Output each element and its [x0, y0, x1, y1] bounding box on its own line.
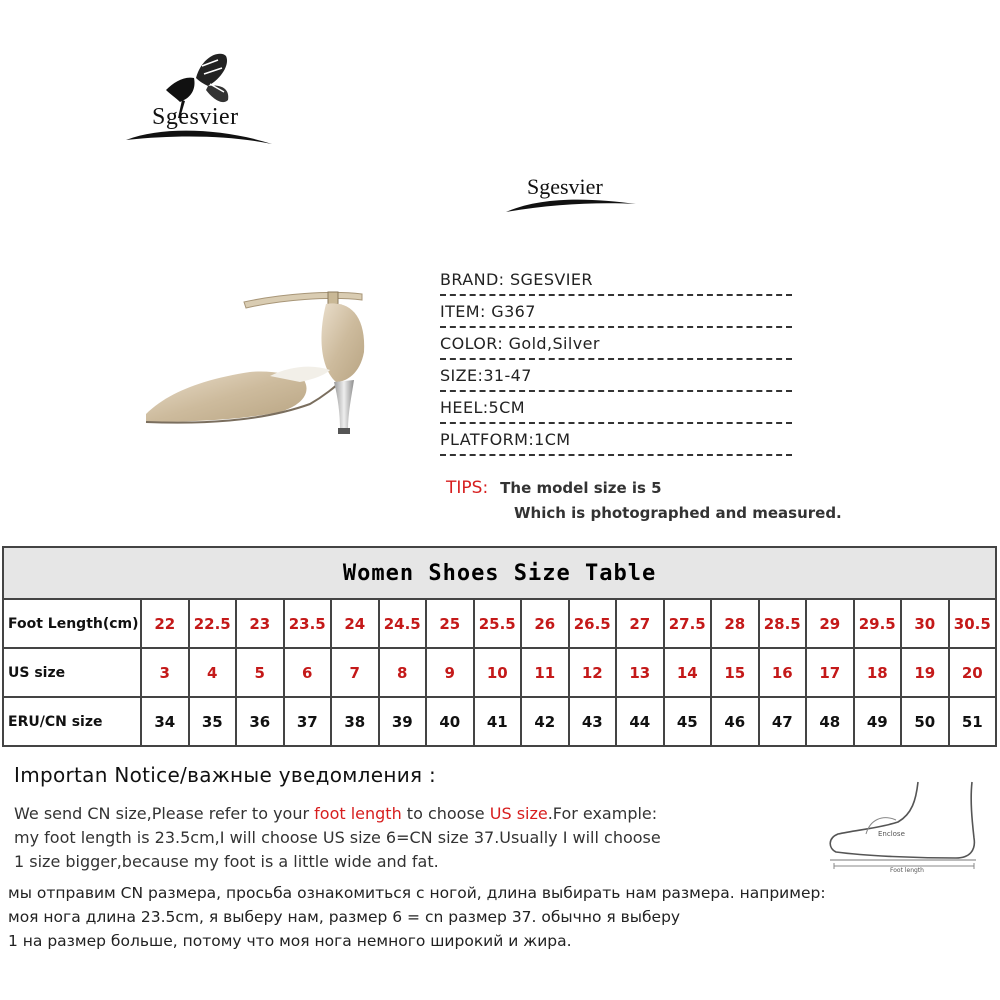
table-cell: 44	[616, 697, 664, 746]
notice-en-line2: my foot length is 23.5cm,I will choose US size 6=CN size 37.Usually I will choose	[14, 828, 661, 847]
notice-ru-line3: 1 на размер больше, потому что моя нога немного широкий и жира.	[8, 932, 572, 950]
tips-line2: Which is photographed and measured.	[514, 504, 842, 522]
butterfly-heel-icon	[122, 48, 282, 158]
table-cell: 22	[141, 599, 189, 648]
table-cell: 5	[236, 648, 284, 697]
table-cell: 11	[521, 648, 569, 697]
table-cell: 27	[616, 599, 664, 648]
table-cell: 50	[901, 697, 949, 746]
table-cell: 17	[806, 648, 854, 697]
tips-line1: The model size is 5	[500, 479, 662, 497]
table-cell: 37	[284, 697, 332, 746]
table-cell: 48	[806, 697, 854, 746]
spec-platform: PLATFORM:1CM	[440, 428, 792, 456]
table-cell: 16	[759, 648, 807, 697]
table-cell: 7	[331, 648, 379, 697]
table-cell: 30	[901, 599, 949, 648]
table-cell: 26.5	[569, 599, 617, 648]
brand-logo	[122, 48, 282, 158]
table-cell: 9	[426, 648, 474, 697]
table-cell: 29.5	[854, 599, 902, 648]
table-cell: 15	[711, 648, 759, 697]
brand-logo-text: Sgesvier	[152, 104, 239, 130]
table-cell: 38	[331, 697, 379, 746]
table-cell: 23.5	[284, 599, 332, 648]
row-header: Foot Length(cm)	[3, 599, 141, 648]
table-cell: 34	[141, 697, 189, 746]
table-cell: 22.5	[189, 599, 237, 648]
table-cell: 26	[521, 599, 569, 648]
spec-size: SIZE:31-47	[440, 364, 792, 392]
table-cell: 27.5	[664, 599, 712, 648]
table-cell: 25	[426, 599, 474, 648]
brand-logo-small-text: Sgesvier	[527, 174, 603, 199]
table-cell: 47	[759, 697, 807, 746]
table-cell: 39	[379, 697, 427, 746]
table-cell: 51	[949, 697, 997, 746]
table-cell: 20	[949, 648, 997, 697]
table-cell: 45	[664, 697, 712, 746]
table-cell: 18	[854, 648, 902, 697]
enclose-label: Enclose	[878, 830, 905, 838]
table-cell: 24.5	[379, 599, 427, 648]
table-cell: 14	[664, 648, 712, 697]
table-cell: 25.5	[474, 599, 522, 648]
notice-ru-line1: мы отправим CN размера, просьба ознакомиться с ногой, длина выбирать нам размера. например:	[8, 884, 826, 902]
size-table-title: Women Shoes Size Table	[3, 547, 996, 599]
notice-ru-line2: моя нога длина 23.5cm, я выберу нам, размер 6 = cn размер 37. обычно я выберу	[8, 908, 681, 926]
notice-en-line3: 1 size bigger,because my foot is a little wide and fat.	[14, 852, 439, 871]
row-header: US size	[3, 648, 141, 697]
foot-measure-diagram	[826, 780, 986, 875]
size-table	[2, 546, 997, 747]
tips	[446, 478, 662, 498]
foot-icon	[826, 780, 986, 875]
table-cell: 28.5	[759, 599, 807, 648]
table-row-cn-size	[3, 697, 996, 746]
notice-en-line1: We send CN size,Please refer to your foot length to choose US size.For example:	[14, 804, 658, 823]
spec-item: ITEM: G367	[440, 300, 792, 328]
table-cell: 8	[379, 648, 427, 697]
table-row-foot-length	[3, 599, 996, 648]
table-cell: 13	[616, 648, 664, 697]
foot-length-label: Foot length	[890, 867, 924, 874]
table-cell: 36	[236, 697, 284, 746]
table-cell: 28	[711, 599, 759, 648]
notice-title: Importan Notice/важные уведомления :	[14, 763, 437, 787]
table-cell: 30.5	[949, 599, 997, 648]
table-cell: 19	[901, 648, 949, 697]
table-cell: 43	[569, 697, 617, 746]
brand-logo-small	[502, 170, 642, 220]
row-header: ERU/CN size	[3, 697, 141, 746]
table-cell: 3	[141, 648, 189, 697]
table-cell: 24	[331, 599, 379, 648]
spec-color: COLOR: Gold,Silver	[440, 332, 792, 360]
table-cell: 40	[426, 697, 474, 746]
table-cell: 29	[806, 599, 854, 648]
table-cell: 23	[236, 599, 284, 648]
table-cell: 10	[474, 648, 522, 697]
table-cell: 6	[284, 648, 332, 697]
tips-label: TIPS:	[446, 478, 489, 498]
spec-brand: BRAND: SGESVIER	[440, 268, 792, 296]
table-row-us-size	[3, 648, 996, 697]
table-cell: 35	[189, 697, 237, 746]
table-cell: 42	[521, 697, 569, 746]
table-cell: 12	[569, 648, 617, 697]
shoe-image	[140, 282, 372, 442]
spec-heel: HEEL:5CM	[440, 396, 792, 424]
table-cell: 49	[854, 697, 902, 746]
table-cell: 41	[474, 697, 522, 746]
table-cell: 4	[189, 648, 237, 697]
table-cell: 46	[711, 697, 759, 746]
